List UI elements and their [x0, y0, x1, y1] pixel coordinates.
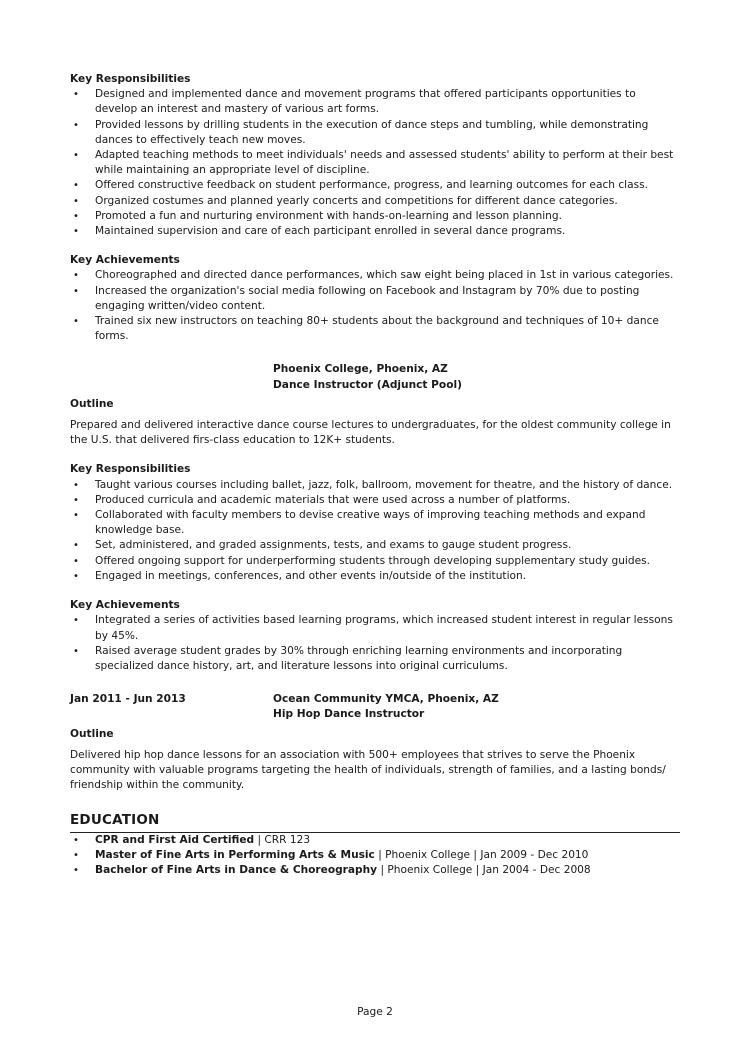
bullet-item: • Raised average student grades by 30% through enriching learning environments and incorporating specialized dance history, art, and literature lessons into original curriculums.: [70, 644, 680, 674]
job3-role: Hip Hop Dance Instructor: [273, 708, 425, 721]
bullet-item: • Collaborated with faculty members to devise creative ways of improving teaching methods and expand knowledge base.: [70, 508, 680, 538]
bullet-item: • Adapted teaching methods to meet individuals' needs and assessed students' ability to perform at their best while maintaining an appropriate level of discipline.: [70, 148, 680, 178]
job1-achievements-list: [70, 268, 680, 344]
bullet-item: • Provided lessons by drilling students in the execution of dance steps and tumbling, while demonstrating dances to effectively teach new moves.: [70, 118, 680, 148]
job2-achievements-list: [70, 613, 680, 674]
bullet-item: • Integrated a series of activities based learning programs, which increased student interest in regular lessons by 45%.: [70, 613, 680, 643]
job3-organization: Ocean Community YMCA, Phoenix, AZ: [273, 693, 499, 706]
education-item-title: Bachelor of Fine Arts in Dance & Choreography: [95, 863, 378, 876]
job1-responsibilities-list: [70, 87, 680, 239]
job1-achievements-heading: Key Achievements: [70, 254, 180, 267]
bullet-item: • Offered constructive feedback on student performance, progress, and learning outcomes for each class.: [70, 178, 680, 193]
bullet-item: • Organized costumes and planned yearly concerts and competitions for different dance categories.: [70, 194, 680, 209]
bullet-item: • Choreographed and directed dance performances, which saw eight being placed in 1st in various categories.: [70, 268, 680, 283]
education-item: [70, 848, 680, 863]
job2-responsibilities-heading: Key Responsibilities: [70, 463, 191, 476]
bullet-item: • Produced curricula and academic materials that were used across a number of platforms.: [70, 493, 680, 508]
page-number: Page 2: [357, 1006, 393, 1018]
job2-organization: Phoenix College, Phoenix, AZ: [273, 363, 448, 376]
job2-responsibilities-list: [70, 478, 680, 584]
job1-responsibilities-heading: Key Responsibilities: [70, 73, 191, 85]
education-item-title: CPR and First Aid Certified: [95, 833, 255, 846]
bullet-item: • Set, administered, and graded assignments, tests, and exams to gauge student progress.: [70, 538, 680, 553]
bullet-item: • Trained six new instructors on teaching 80+ students about the background and techniques of 10+ dance forms.: [70, 314, 680, 344]
education-item: [70, 833, 680, 848]
job2-outline-text: Prepared and delivered interactive dance course lectures to undergraduates, for the oldest community college in the U.S. that delivered firs-class education to 12K+ students.: [70, 419, 671, 447]
job2-header: [70, 362, 680, 392]
bullet-item: • Engaged in meetings, conferences, and other events in/outside of the institution.: [70, 569, 680, 584]
education-list: [70, 833, 680, 879]
education-item-title: Master of Fine Arts in Performing Arts & Music: [95, 848, 375, 861]
bullet-item: • Taught various courses including ballet, jazz, folk, ballroom, movement for theatre, and the history of dance.: [70, 478, 680, 493]
bullet-item: • Promoted a fun and nurturing environment with hands-on-learning and lesson planning.: [70, 209, 680, 224]
resume-page-content: [70, 72, 680, 878]
bullet-item: • Offered ongoing support for underperforming students through developing supplementary study guides.: [70, 554, 680, 569]
education-item: [70, 863, 680, 878]
education-section-title: EDUCATION: [70, 813, 680, 832]
education-item-detail: | CRR 123: [254, 833, 311, 846]
job2-outline-heading: Outline: [70, 397, 114, 410]
bullet-item: • Designed and implemented dance and movement programs that offered participants opportunities to develop an interest and mastery of various art forms.: [70, 87, 680, 117]
job3-outline-text: Delivered hip hop dance lessons for an association with 500+ employees that strives to serve the Phoenix community with valuable programs targeting the health of individuals, strength of families, and a lasting bonds/ friendship within the community.: [70, 748, 666, 792]
job2-date: [70, 362, 273, 392]
job3-date: Jan 2011 - Jun 2013: [70, 693, 186, 706]
job3-outline-heading: Outline: [70, 727, 114, 740]
education-item-detail: | Phoenix College | Jan 2004 - Dec 2008: [377, 863, 591, 876]
bullet-item: • Maintained supervision and care of each participant enrolled in several dance programs.: [70, 224, 680, 239]
education-item-detail: | Phoenix College | Jan 2009 - Dec 2010: [374, 848, 589, 861]
job2-achievements-heading: Key Achievements: [70, 599, 180, 612]
bullet-item: • Increased the organization's social media following on Facebook and Instagram by 70% due to posting engaging written/video content.: [70, 284, 680, 314]
job2-role: Dance Instructor (Adjunct Pool): [273, 378, 462, 391]
job3-header: [70, 692, 680, 722]
